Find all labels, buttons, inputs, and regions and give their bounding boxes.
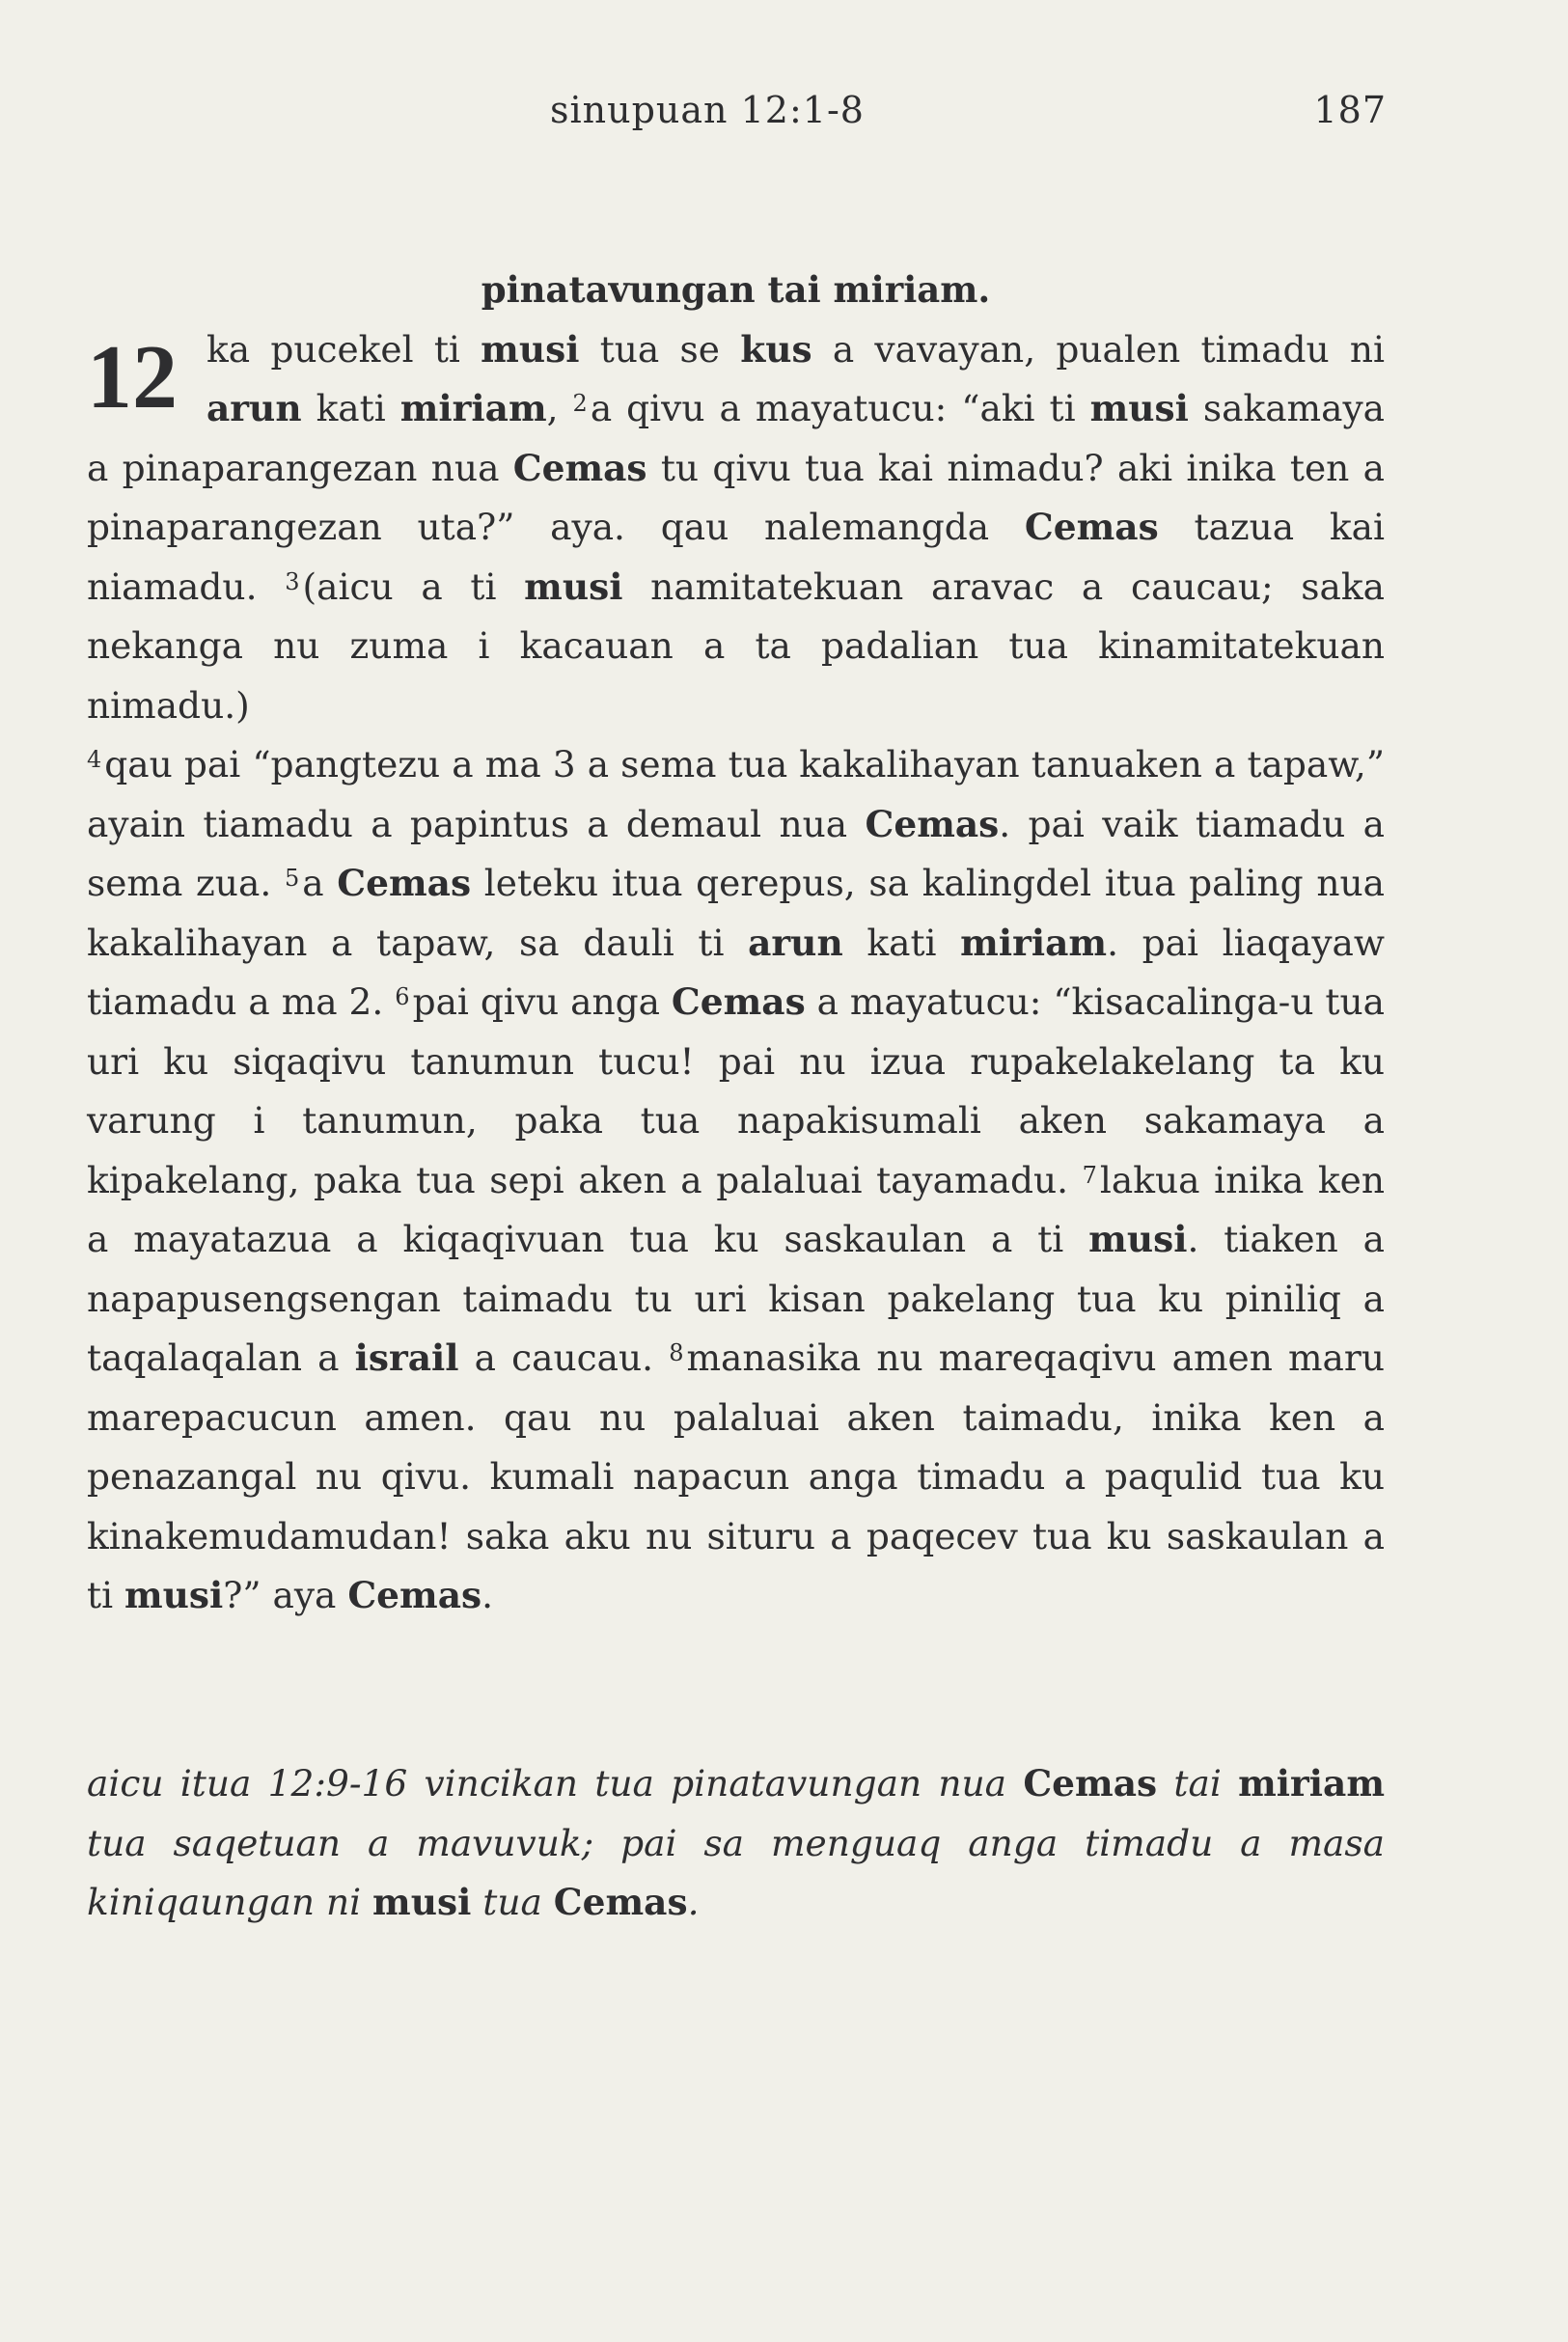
name-musi: musi	[524, 565, 623, 608]
running-head: sinupuan 12:1-8	[550, 89, 865, 131]
name-cemas: Cemas	[512, 446, 647, 489]
verse-text: lakua inika ken a mayatazua a kiqaqivuan tua ku saskaulan a ti	[87, 1158, 1385, 1260]
verse-number: 4	[87, 746, 102, 773]
note-text: aicu itua 12:9-16 vincikan tua pinatavungan nua	[87, 1762, 1024, 1805]
note-text: tua saqetuan a mavuvuk; pai sa menguaq anga timadu a masa kiniqaungan ni	[87, 1821, 1385, 1923]
verse-number: 5	[284, 865, 300, 892]
body-text	[87, 261, 1385, 1626]
name-musi: musi	[1089, 387, 1189, 429]
verse-text: ,	[546, 387, 559, 429]
name-miriam: miriam	[1238, 1762, 1385, 1805]
name-cemas: Cemas	[1024, 506, 1159, 548]
note-text: tua	[471, 1881, 554, 1923]
name-cemas: Cemas	[671, 980, 806, 1023]
verse-text: a qivu a mayatucu: “aki ti	[590, 387, 1090, 429]
name-cemas: Cemas	[1023, 1762, 1158, 1805]
verse-text: a mayatucu: “kisacalinga-u tua uri ku siqaqivu tanumun tucu! pai nu izua rupakelakelang ta ku varung i tanumun, paka tua napakisumali aken sakamaya a kipakelang, paka tua sepi aken a palaluai tayamadu.	[87, 980, 1386, 1201]
italic-note	[87, 1754, 1385, 1933]
chapter-number: 12	[87, 326, 178, 427]
name-musi: musi	[372, 1881, 472, 1923]
paragraph-verses-1-3	[87, 320, 1385, 736]
verse-text: qau pai “pangtezu a ma 3 a sema tua kakalihayan tanuaken a tapaw,” ayain tiamadu a papintus a demaul nua	[87, 743, 1385, 845]
name-israil: israil	[354, 1336, 459, 1379]
verse-text: kati	[301, 387, 400, 429]
verse-text: manasika nu mareqaqivu amen maru marepacucun amen. qau nu palaluai aken taimadu, inika ken a penazangal nu qivu. kumali napacun anga timadu a paqulid tua ku kinakemudamudan! saka aku nu situru a paqecev tua ku saskaulan a ti	[87, 1336, 1385, 1616]
verse-text: namitatekuan aravac a caucau; saka nekanga nu zuma i kacauan a ta padalian tua kinamitatekuan nimadu.)	[87, 565, 1385, 727]
name-cemas: Cemas	[337, 862, 472, 904]
name-miriam: miriam	[960, 921, 1108, 964]
verse-text: a vavayan, pualen timadu ni	[812, 327, 1385, 371]
verse-text: . pai vaik tiamadu a sema zua.	[87, 802, 1385, 904]
verse-text: .	[481, 1574, 494, 1616]
verse-number: 7	[1082, 1161, 1097, 1189]
verse-text: kati	[842, 921, 961, 964]
name-musi: musi	[1088, 1218, 1188, 1260]
verse-text: . tiaken a napapusengsengan taimadu tu uri kisan pakelang tua ku piniliq a taqalaqalan a	[87, 1218, 1385, 1379]
name-kus: kus	[740, 327, 812, 371]
note-text: .	[687, 1881, 700, 1923]
verse-text: tu qivu tua kai nimadu? aki inika ten a pinaparangezan uta?” aya. qau nalemangda	[87, 446, 1385, 548]
name-cemas: Cemas	[553, 1881, 688, 1923]
page-number: 187	[1313, 89, 1387, 131]
verse-text: tua se	[579, 327, 741, 371]
page-header	[0, 89, 1568, 147]
verse-text: leteku itua qerepus, sa kalingdel itua paling nua kakalihayan a tapaw, sa dauli ti	[87, 862, 1385, 964]
name-cemas: Cemas	[865, 802, 1000, 845]
verse-text: a caucau.	[458, 1336, 654, 1379]
name-arun: arun	[206, 387, 302, 429]
note-text: tai	[1157, 1762, 1239, 1805]
name-musi: musi	[481, 327, 580, 371]
section-heading: pinatavungan tai miriam.	[481, 268, 991, 311]
name-cemas: Cemas	[347, 1574, 482, 1616]
paragraph-verses-4-8	[87, 735, 1385, 1626]
verse-text: ka pucekel ti	[206, 327, 481, 371]
name-arun: arun	[748, 921, 843, 964]
verse-text: ?” aya	[223, 1574, 348, 1616]
verse-text: pai qivu anga	[412, 980, 672, 1023]
name-musi: musi	[124, 1574, 224, 1616]
name-miriam: miriam	[399, 387, 547, 429]
verse-text: sakamaya a pinaparangezan nua	[87, 387, 1386, 489]
verse-number: 3	[285, 567, 300, 595]
verse-number: 8	[669, 1339, 684, 1366]
verse-text: tazua kai niamadu.	[87, 506, 1385, 608]
verse-text: a	[302, 862, 338, 904]
verse-text: (aicu a ti	[302, 565, 525, 608]
verse-number: 2	[572, 390, 588, 417]
verse-text: . pai liaqayaw tiamadu a ma 2.	[87, 921, 1385, 1023]
verse-number: 6	[395, 983, 410, 1010]
